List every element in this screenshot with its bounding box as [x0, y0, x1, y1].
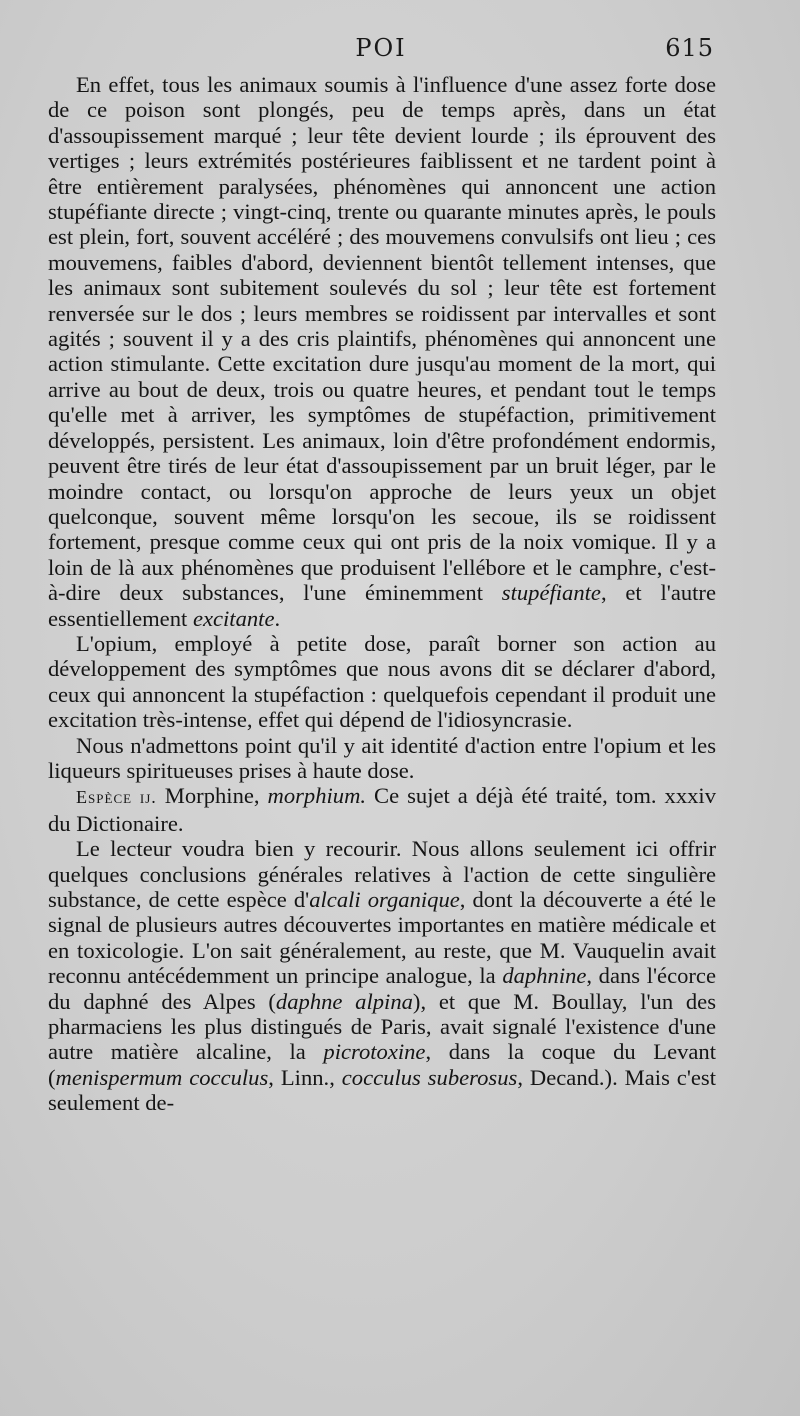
species-label: Espèce ij. — [76, 787, 157, 808]
paragraph-text: , dont la découverte a été le signal de plusieurs autres découvertes importantes en matière médicale et en toxicologie. L'on sait généralement, au reste, que M. Vauquelin avait reconnu antécédemment un principe analogue, la — [48, 887, 716, 989]
italic-term: morphium. — [267, 783, 367, 809]
paragraph-species-heading — [48, 783, 716, 836]
paragraph-text: , Linn., — [268, 1064, 342, 1090]
italic-term: picrotoxine — [323, 1039, 426, 1065]
paragraph-opium-dose — [48, 631, 716, 733]
paragraph-text: , dans la coque du Levant ( — [48, 1039, 716, 1090]
paragraph-text: Ce sujet a déjà été traité, tom. xxxiv du Dictionaire. — [48, 783, 716, 836]
paragraph-identity — [48, 733, 716, 784]
paragraph-text: Le lecteur voudra bien y recourir. Nous allons seulement ici offrir quelques conclusions générales relatives à l'action de cette singulière substance, de cette espèce d' — [48, 836, 716, 912]
page-number: 615 — [665, 34, 714, 62]
italic-term: daphnine — [502, 963, 587, 989]
paragraph-text: , dans l'écorce du daphné des Alpes ( — [48, 963, 716, 1014]
paragraph-text: , et l'autre essentiellement — [48, 580, 716, 631]
italic-term: excitante — [192, 605, 275, 631]
paragraph-text: L'opium, employé à petite dose, paraît borner son action au développement des symptômes que nous avons dit se déclarer d'abord, ceux qui annoncent la stupéfaction : quelquefois cependant il produit une excitation très-intense, effet qui dépend de l'idiosyncrasie. — [48, 630, 716, 733]
paragraph-text: En effet, tous les animaux soumis à l'influence d'une assez forte dose de ce poison sont plongés, peu de temps après, dans un état d'assoupissement marqué ; leur tête devient lourde ; ils éprouvent des vertiges ; leurs extrémités postérieures faiblissent et ne tardent point à être entièrement paralysées, phénomènes qui annoncent une action stupéfiante directe ; vingt-cinq, trente ou quarante minutes après, le pouls est plein, fort, souvent accéléré ; des mouvemens convulsifs ont lieu ; ces mouvemens, faibles d'abord, deviennent bientôt tellement intenses, que les animaux sont subitement soulevés du sol ; leur tête est fortement renversée sur le dos ; leurs membres se roidissent par intervalles et sont agités ; souvent il y a des cris plaintifs, phénomènes qui annoncent une action stimulante. Cette excitation dure jusqu'au moment de la mort, qui arrive au bout de deux, trois ou quatre heures, et pendant tout le temps qu'elle met à arriver, les symptômes de stupéfaction, primitivement développés, persistent. Les animaux, loin d'être profondément endormis, peuvent être tirés de leur état d'assoupissement par un bruit léger, par le moindre contact, ou lorsqu'on approche de leurs yeux un objet quelconque, souvent même lorsqu'on les secoue, ils se roidissent fortement, presque comme ceux qui ont pris de la noix vomique. Il y a loin de là aux phénomènes que produisent l'ellébore et le camphre, c'est-à-dire deux substances, l'une éminemment — [48, 72, 716, 606]
running-head: POI — [355, 34, 407, 62]
paragraph-text: Nous n'admettons point qu'il y ait identité d'action entre l'opium et les liqueurs spiritueuses prises à haute dose. — [48, 732, 716, 783]
body-text — [48, 72, 716, 1116]
paragraph-effects — [48, 72, 716, 631]
italic-term: daphne alpina — [275, 988, 413, 1014]
paragraph-text: ), et que M. Boullay, l'un des pharmaciens les plus distingués de Paris, avait signalé l'existence d'une autre matière alcaline, la — [48, 988, 716, 1065]
paragraph-text: . — [274, 605, 281, 631]
page-header — [48, 30, 714, 70]
paragraph-text: , Decand.). Mais c'est seulement de- — [48, 1064, 716, 1116]
italic-term: menispermum cocculus — [55, 1064, 269, 1090]
paragraph-morphine — [48, 836, 716, 1115]
italic-term: cocculus suberosus — [341, 1064, 518, 1090]
italic-term: stupéfiante — [501, 580, 601, 606]
italic-term: alcali organique — [309, 887, 460, 912]
paragraph-text: Morphine, — [156, 783, 268, 809]
